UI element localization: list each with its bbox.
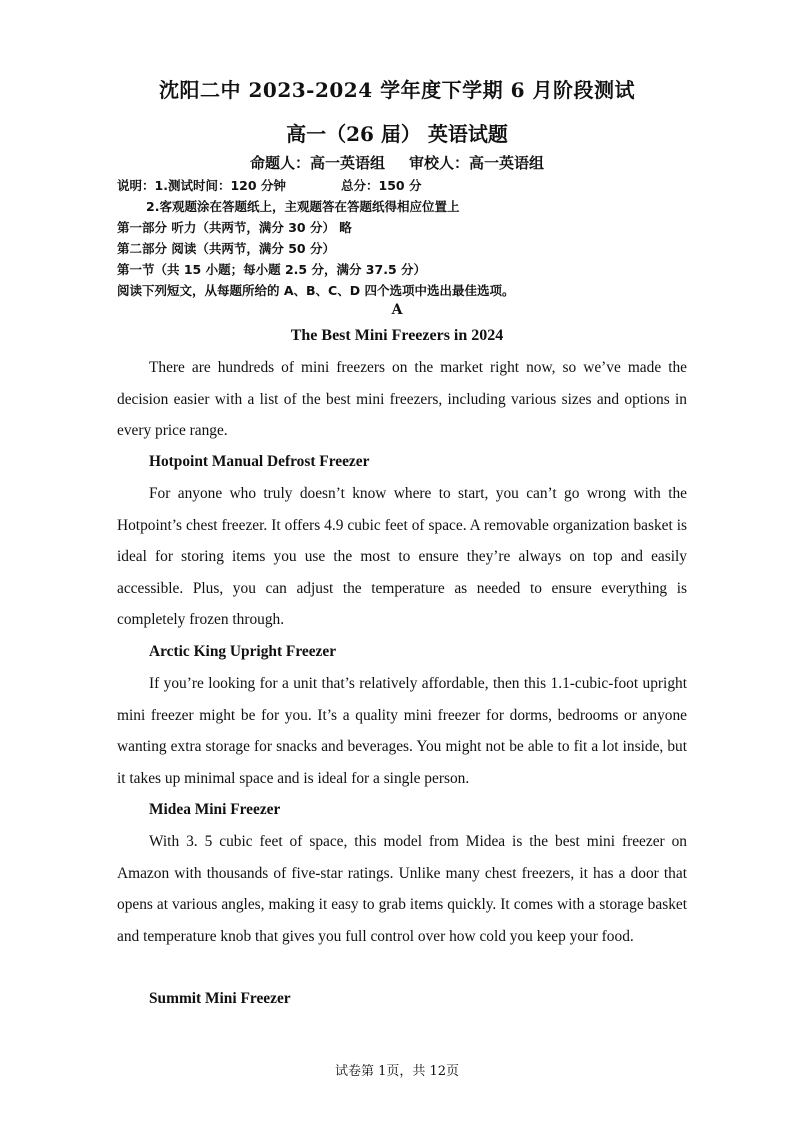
instruction-line-2: 2.客观题涂在答题纸上，主观题答在答题纸得相应位置上 [146, 199, 460, 214]
exam-title: 沈阳二中 2023-2024 学年度下学期 6 月阶段测试 [159, 78, 635, 102]
product-text-midea: With 3. 5 cubic feet of space, this model from Midea is the best mini freezer on Amazon with thousands of five-star ratings. Unlike many chest freezers, it has a door that opens at various angles, making it easy to grab items quickly. It comes with a storage basket and temperature knob that gives you full control over how cold you keep your food. [117, 833, 687, 945]
part-two-heading: 第二部分 阅读（共两节，满分 50 分） [117, 241, 335, 256]
product-heading-midea: Midea Mini Freezer [149, 801, 281, 818]
product-heading-summit: Summit Mini Freezer [149, 990, 291, 1007]
passage-letter: A [391, 302, 403, 318]
passage-intro: There are hundreds of mini freezers on the market right now, so we’ve made the decision easier with a list of the best mini freezers, including various sizes and options in every price range. [117, 359, 687, 440]
instruction-line-1 [117, 176, 422, 194]
total-score: 总分：150 分 [341, 178, 422, 193]
exam-authors [0, 152, 794, 173]
product-heading-arctic-king: Arctic King Upright Freezer [149, 643, 337, 660]
setter-label: 命题人：高一英语组 [249, 154, 385, 172]
section-one-heading: 第一节（共 15 小题；每小题 2.5 分，满分 37.5 分） [117, 262, 426, 277]
reviewer-label: 审校人：高一英语组 [409, 154, 545, 172]
page-footer: 试卷第 1页，共 12页 [334, 1064, 460, 1079]
product-heading-hotpoint: Hotpoint Manual Defrost Freezer [149, 453, 370, 470]
test-time: 说明：1.测试时间：120 分钟 [117, 178, 286, 193]
passage-title: The Best Mini Freezers in 2024 [290, 327, 504, 344]
reading-directions: 阅读下列短文，从每题所给的 A、B、C、D 四个选项中选出最佳选项。 [117, 283, 515, 298]
product-text-arctic-king: If you’re looking for a unit that’s relatively affordable, then this 1.1-cubic-foot upright mini freezer might be for you. It’s a quality mini freezer for dorms, bedrooms or anyone wanting extra storage for snacks and beverages. You might not be able to fit a lot inside, but it takes up minimal space and is ideal for a single person. [117, 675, 687, 787]
part-one-heading: 第一部分 听力（共两节，满分 30 分） 略 [117, 220, 352, 235]
product-text-hotpoint: For anyone who truly doesn’t know where to start, you can’t go wrong with the Hotpoint’s chest freezer. It offers 4.9 cubic feet of space. A removable organization basket is ideal for storing items you use the most to ensure they’re always on top and easily accessible. Plus, you can adjust the temperature as needed to ensure everything is completely frozen through. [117, 485, 687, 629]
exam-subtitle: 高一（26 届） 英语试题 [286, 122, 508, 146]
